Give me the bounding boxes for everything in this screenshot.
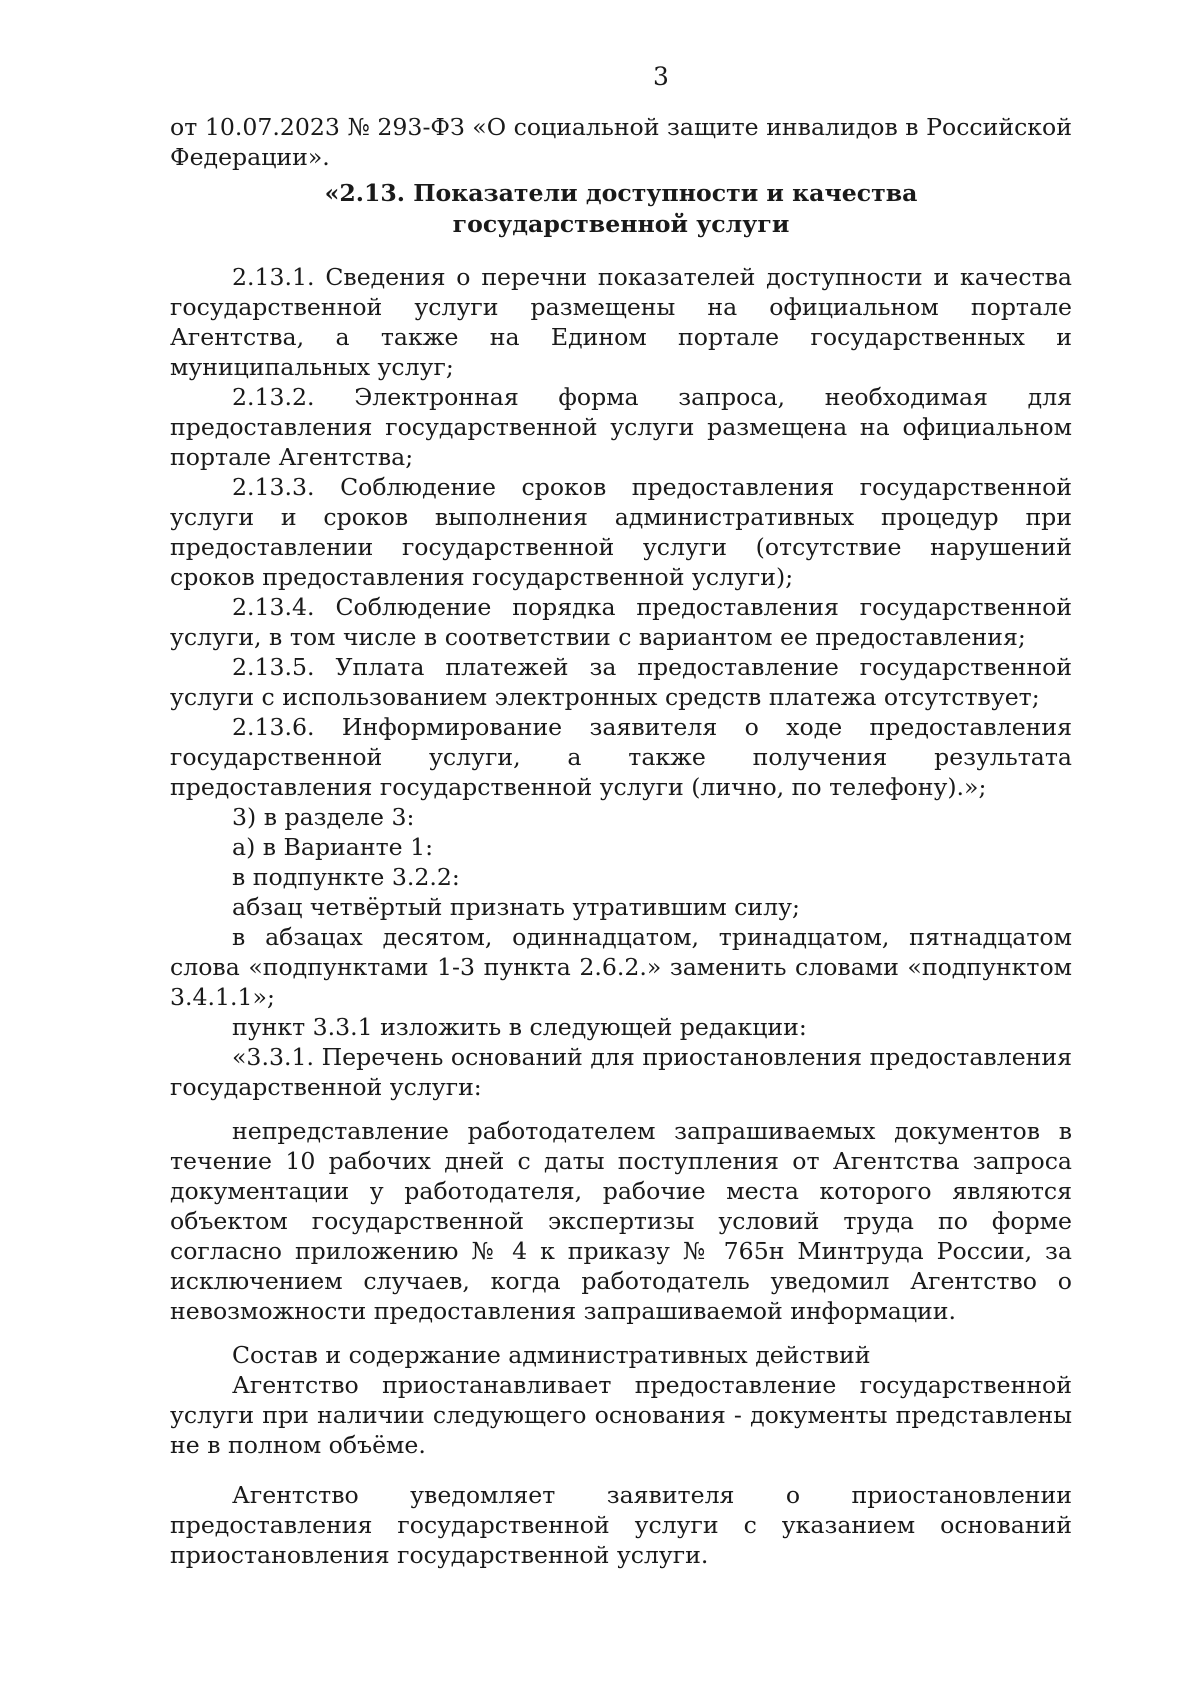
paragraph-priostanavlivaet: Агентство приостанавливает предоставление государственной услуги при наличии следующего основания - документы представлены не в полном объёме. [170, 1371, 1072, 1459]
heading-line-2: государственной услуги [452, 210, 790, 238]
paragraph-2-13-2: 2.13.2. Электронная форма запроса, необходимая для предоставления государственной услуги размещена на официальном портале Агентства; [170, 383, 1072, 471]
paragraph-section-3: 3) в разделе 3: [232, 803, 415, 831]
paragraph-abzac-4: абзац четвёртый признать утратившим силу; [232, 893, 800, 921]
paragraph-punkt-3-3-1: пункт 3.3.1 изложить в следующей редакции: [232, 1013, 807, 1041]
paragraph-2-13-5: 2.13.5. Уплата платежей за предоставление государственной услуги с использованием электронных средств платежа отсутствует; [170, 653, 1072, 711]
paragraph-2-13-1: 2.13.1. Сведения о перечни показателей доступности и качества государственной услуги размещены на официальном портале Агентства, а также на Едином портале государственных и муниципальных услуг; [170, 263, 1072, 381]
paragraph-quote-3-3-1: «3.3.1. Перечень оснований для приостановления предоставления государственной услуги: [170, 1043, 1072, 1101]
page-number: 3 [653, 62, 669, 91]
section-heading [170, 178, 1072, 240]
heading-line-1: «2.13. Показатели доступности и качества [324, 179, 918, 207]
intro-paragraph: от 10.07.2023 № 293-ФЗ «О социальной защите инвалидов в Российской Федерации». [170, 113, 1072, 171]
paragraph-nepredstavlenie: непредставление работодателем запрашиваемых документов в течение 10 рабочих дней с даты поступления от Агентства запроса документации у работодателя, рабочие места которого являются объектом государственной экспертизы условий труда по форме согласно приложению № 4 к приказу № 765н Минтруда России, за исключением случаев, когда работодатель уведомил Агентство о невозможности предоставления запрашиваемой информации. [170, 1117, 1072, 1325]
paragraph-sostav: Состав и содержание административных действий [232, 1341, 871, 1369]
paragraph-subpoint-3-2-2: в подпункте 3.2.2: [232, 863, 460, 891]
paragraph-2-13-6: 2.13.6. Информирование заявителя о ходе предоставления государственной услуги, а также получения результата предоставления государственной услуги (лично, по телефону).»; [170, 713, 1072, 801]
paragraph-2-13-4: 2.13.4. Соблюдение порядка предоставления государственной услуги, в том числе в соответствии с вариантом ее предоставления; [170, 593, 1072, 651]
paragraph-abzacy: в абзацах десятом, одиннадцатом, тринадцатом, пятнадцатом слова «подпунктами 1-3 пункта 2.6.2.» заменить словами «подпунктом 3.4.1.1»; [170, 923, 1072, 1011]
document-body [170, 112, 1072, 1570]
paragraph-uvedomlyaet: Агентство уведомляет заявителя о приостановлении предоставления государственной услуги с указанием оснований приостановления государственной услуги. [170, 1481, 1072, 1569]
paragraph-variant-1: а) в Варианте 1: [232, 833, 434, 861]
paragraph-2-13-3: 2.13.3. Соблюдение сроков предоставления государственной услуги и сроков выполнения административных процедур при предоставлении государственной услуги (отсутствие нарушений сроков предоставления государственной услуги); [170, 473, 1072, 591]
